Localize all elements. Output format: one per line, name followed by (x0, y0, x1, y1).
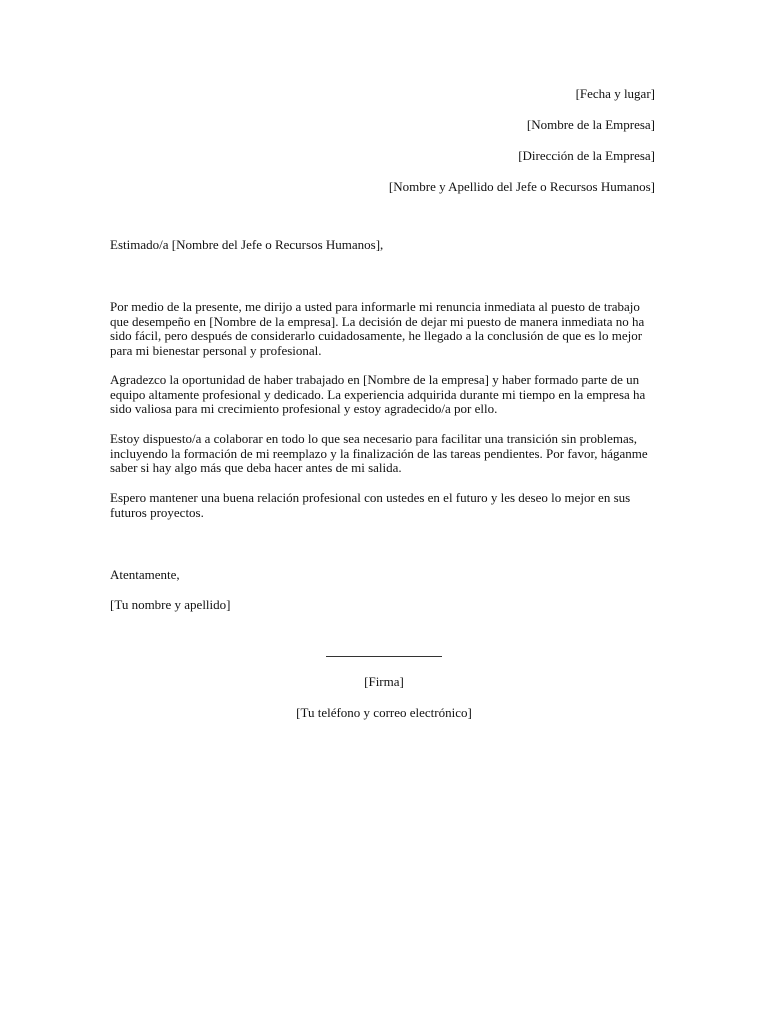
body-paragraph-2: Agradezco la oportunidad de haber trabajado en [Nombre de la empresa] y haber formado parte de un equipo altamente profesional y dedicado. La experiencia adquirida durante mi tiempo en la empresa ha sido valiosa para mi crecimiento profesional y estoy agradecido/a por ello. (110, 372, 646, 416)
body-paragraph-3: Estoy dispuesto/a a colaborar en todo lo que sea necesario para facilitar una transición sin problemas, incluyendo la formación de mi reemplazo y la finalización de las tareas pendientes. Por favor, háganme saber si hay algo más que deba hacer antes de mi salida. (110, 431, 648, 475)
signature-line (326, 656, 442, 657)
company-name: [Nombre de la Empresa] (526, 117, 655, 132)
body-paragraph-4: Espero mantener una buena relación profesional con ustedes en el futuro y les deseo lo mejor en sus futuros proyectos. (110, 490, 631, 520)
date-place: [Fecha y lugar] (575, 86, 655, 101)
valediction: Atentamente, (110, 567, 180, 582)
recipient-name: [Nombre y Apellido del Jefe o Recursos Humanos] (388, 179, 655, 194)
contact-info: [Tu teléfono y correo electrónico] (296, 705, 472, 720)
body-paragraph-1: Por medio de la presente, me dirijo a usted para informarle mi renuncia inmediata al puesto de trabajo que desempeño en [Nombre de la empresa]. La decisión de dejar mi puesto de manera inmediata no ha sido fácil, pero después de considerarlo cuidadosamente, he llegado a la conclusión de que es lo mejor para mi bienestar personal y profesional. (110, 299, 645, 358)
salutation: Estimado/a [Nombre del Jefe o Recursos Humanos], (110, 237, 384, 252)
sender-name: [Tu nombre y apellido] (110, 597, 231, 612)
company-address: [Dirección de la Empresa] (518, 148, 655, 163)
signature-label: [Firma] (364, 674, 404, 689)
